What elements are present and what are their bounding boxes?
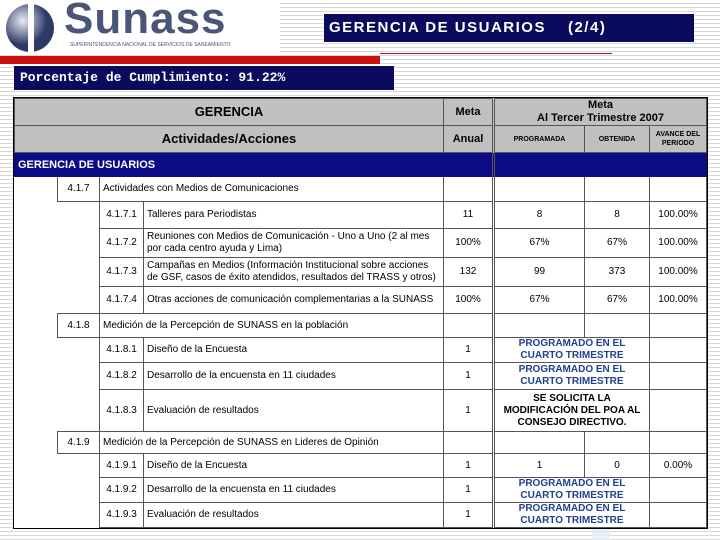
- table-row: [15, 503, 707, 528]
- action-text: Diseño de la Encuesta: [144, 338, 444, 363]
- action-text: Desarrollo de la encuensta en 11 ciudades: [144, 363, 444, 390]
- logo-subtitle: SUPERINTENDENCIA NACIONAL DE SERVICIOS DE SANEAMIENTO: [70, 42, 231, 48]
- meta-anual: 1: [444, 363, 494, 390]
- action-text: Evaluación de resultados: [144, 503, 444, 528]
- compliance-percentage: Porcentaje de Cumplimiento: 91.22%: [14, 66, 394, 90]
- obtenida-value: 67%: [585, 287, 650, 314]
- obt-cell: [585, 177, 650, 202]
- action-text: Campañas en Medios (Información Institucional sobre acciones de GSF, casos de éxito atendidos, resultados del TRASS y otros): [144, 258, 444, 287]
- indent-cell: [15, 363, 100, 390]
- action-code: 4.1.7.3: [100, 258, 144, 287]
- avance-cell: [650, 478, 707, 503]
- page-indicator: (2/4): [567, 19, 607, 36]
- meta-anual: 100%: [444, 287, 494, 314]
- meta-anual: 1: [444, 454, 494, 478]
- table-row: [15, 478, 707, 503]
- table-row: [15, 258, 707, 287]
- title-text: GERENCIA DE USUARIOS: [329, 19, 546, 36]
- header-obtenida: OBTENIDA: [585, 126, 650, 153]
- indent-cell: [15, 287, 100, 314]
- header-avance: AVANCE DEL PERIODO: [650, 126, 707, 153]
- indent-cell: [15, 229, 100, 258]
- indent-cell: [15, 177, 58, 202]
- section-cell: [494, 153, 585, 177]
- obt-cell: [585, 314, 650, 338]
- obt-cell: [585, 432, 650, 454]
- action-code: 4.1.9.3: [100, 503, 144, 528]
- prog-cell: [494, 177, 585, 202]
- table-row: [15, 390, 707, 432]
- indent-cell: [15, 314, 58, 338]
- meta-anual: 100%: [444, 229, 494, 258]
- indent-cell: [15, 390, 100, 432]
- status-note: PROGRAMADO EN EL CUARTO TRIMESTRE: [494, 503, 650, 528]
- action-code: 4.1.7.1: [100, 202, 144, 229]
- header-anual: Anual: [444, 126, 494, 153]
- header-meta: Meta: [444, 99, 494, 126]
- table-row: [15, 454, 707, 478]
- avance-cell: [650, 390, 707, 432]
- avance-cell: [650, 177, 707, 202]
- meta-cell: [444, 177, 494, 202]
- header-programada: PROGRAMADA: [494, 126, 585, 153]
- header-trimestre-label: Al Tercer Trimestre 2007: [537, 112, 664, 124]
- action-text: Diseño de la Encuesta: [144, 454, 444, 478]
- action-text: Otras acciones de comunicación complementarias a la SUNASS: [144, 287, 444, 314]
- table-row: [15, 338, 707, 363]
- activity-text: Medición de la Percepción de SUNASS en la población: [100, 314, 444, 338]
- avance-value: 100.00%: [650, 229, 707, 258]
- avance-value: 100.00%: [650, 202, 707, 229]
- programada-value: 67%: [494, 229, 585, 258]
- programada-value: 1: [494, 454, 585, 478]
- meta-anual: 1: [444, 390, 494, 432]
- action-text: Talleres para Periodistas: [144, 202, 444, 229]
- logo-wordmark: Sunass: [64, 0, 227, 43]
- header-meta-trim-label: Meta: [587, 99, 614, 111]
- meta-anual: 1: [444, 478, 494, 503]
- action-code: 4.1.8.1: [100, 338, 144, 363]
- table-row: [15, 177, 707, 202]
- action-text: Desarrollo de la encuensta en 11 ciudades: [144, 478, 444, 503]
- indent-cell: [15, 503, 100, 528]
- prog-cell: [494, 314, 585, 338]
- avance-value: 100.00%: [650, 287, 707, 314]
- section-cell: [585, 153, 650, 177]
- action-text: Reuniones con Medios de Comunicación - Uno a Uno (2 al mes por cada centro ayuda y Lima): [144, 229, 444, 258]
- activity-code: 4.1.7: [58, 177, 100, 202]
- table-row: [15, 363, 707, 390]
- table-row: [15, 287, 707, 314]
- table-row: [15, 202, 707, 229]
- table-row: [15, 432, 707, 454]
- obtenida-value: 373: [585, 258, 650, 287]
- status-note: SE SOLICITA LA MODIFICACIÓN DEL POA AL CONSEJO DIRECTIVO.: [494, 390, 650, 432]
- meta-anual: 1: [444, 503, 494, 528]
- avance-value: 0.00%: [650, 454, 707, 478]
- indent-cell: [15, 258, 100, 287]
- avance-cell: [650, 338, 707, 363]
- divider-line: [380, 53, 612, 54]
- indent-cell: [15, 432, 58, 454]
- action-code: 4.1.7.4: [100, 287, 144, 314]
- activity-text: Actividades con Medios de Comunicaciones: [100, 177, 444, 202]
- section-cell: [444, 153, 494, 177]
- action-code: 4.1.8.2: [100, 363, 144, 390]
- avance-cell: [650, 432, 707, 454]
- logo-globe-icon: [4, 3, 62, 53]
- avance-value: 100.00%: [650, 258, 707, 287]
- section-cell: [650, 153, 707, 177]
- status-note: PROGRAMADO EN EL CUARTO TRIMESTRE: [494, 478, 650, 503]
- activities-table: [14, 98, 707, 528]
- sunass-logo: [0, 0, 280, 54]
- table-row: [15, 229, 707, 258]
- action-code: 4.1.7.2: [100, 229, 144, 258]
- table-row: [15, 314, 707, 338]
- indent-cell: [15, 202, 100, 229]
- programada-value: 99: [494, 258, 585, 287]
- prog-cell: [494, 432, 585, 454]
- indent-cell: [15, 338, 100, 363]
- status-note: PROGRAMADO EN EL CUARTO TRIMESTRE: [494, 363, 650, 390]
- meta-cell: [444, 314, 494, 338]
- programada-value: 67%: [494, 287, 585, 314]
- meta-anual: 11: [444, 202, 494, 229]
- activity-code: 4.1.9: [58, 432, 100, 454]
- page-title: [324, 14, 694, 42]
- obtenida-value: 0: [585, 454, 650, 478]
- obtenida-value: 8: [585, 202, 650, 229]
- action-code: 4.1.9.2: [100, 478, 144, 503]
- activity-code: 4.1.8: [58, 314, 100, 338]
- activity-text: Medición de la Percepción de SUNASS en Lideres de Opinión: [100, 432, 444, 454]
- status-note: PROGRAMADO EN EL CUARTO TRIMESTRE: [494, 338, 650, 363]
- action-code: 4.1.9.1: [100, 454, 144, 478]
- header-actividades: Actividades/Acciones: [15, 126, 444, 153]
- obtenida-value: 67%: [585, 229, 650, 258]
- section-gerencia-usuarios: GERENCIA DE USUARIOS: [15, 153, 444, 177]
- programada-value: 8: [494, 202, 585, 229]
- action-text: Evaluación de resultados: [144, 390, 444, 432]
- indent-cell: [15, 478, 100, 503]
- indent-cell: [15, 454, 100, 478]
- action-code: 4.1.8.3: [100, 390, 144, 432]
- meta-anual: 1: [444, 338, 494, 363]
- meta-anual: 132: [444, 258, 494, 287]
- avance-cell: [650, 314, 707, 338]
- avance-cell: [650, 503, 707, 528]
- meta-cell: [444, 432, 494, 454]
- header-meta-trimestre: [494, 99, 707, 126]
- header-gerencia: GERENCIA: [15, 99, 444, 126]
- avance-cell: [650, 363, 707, 390]
- red-accent-bar: [0, 56, 380, 64]
